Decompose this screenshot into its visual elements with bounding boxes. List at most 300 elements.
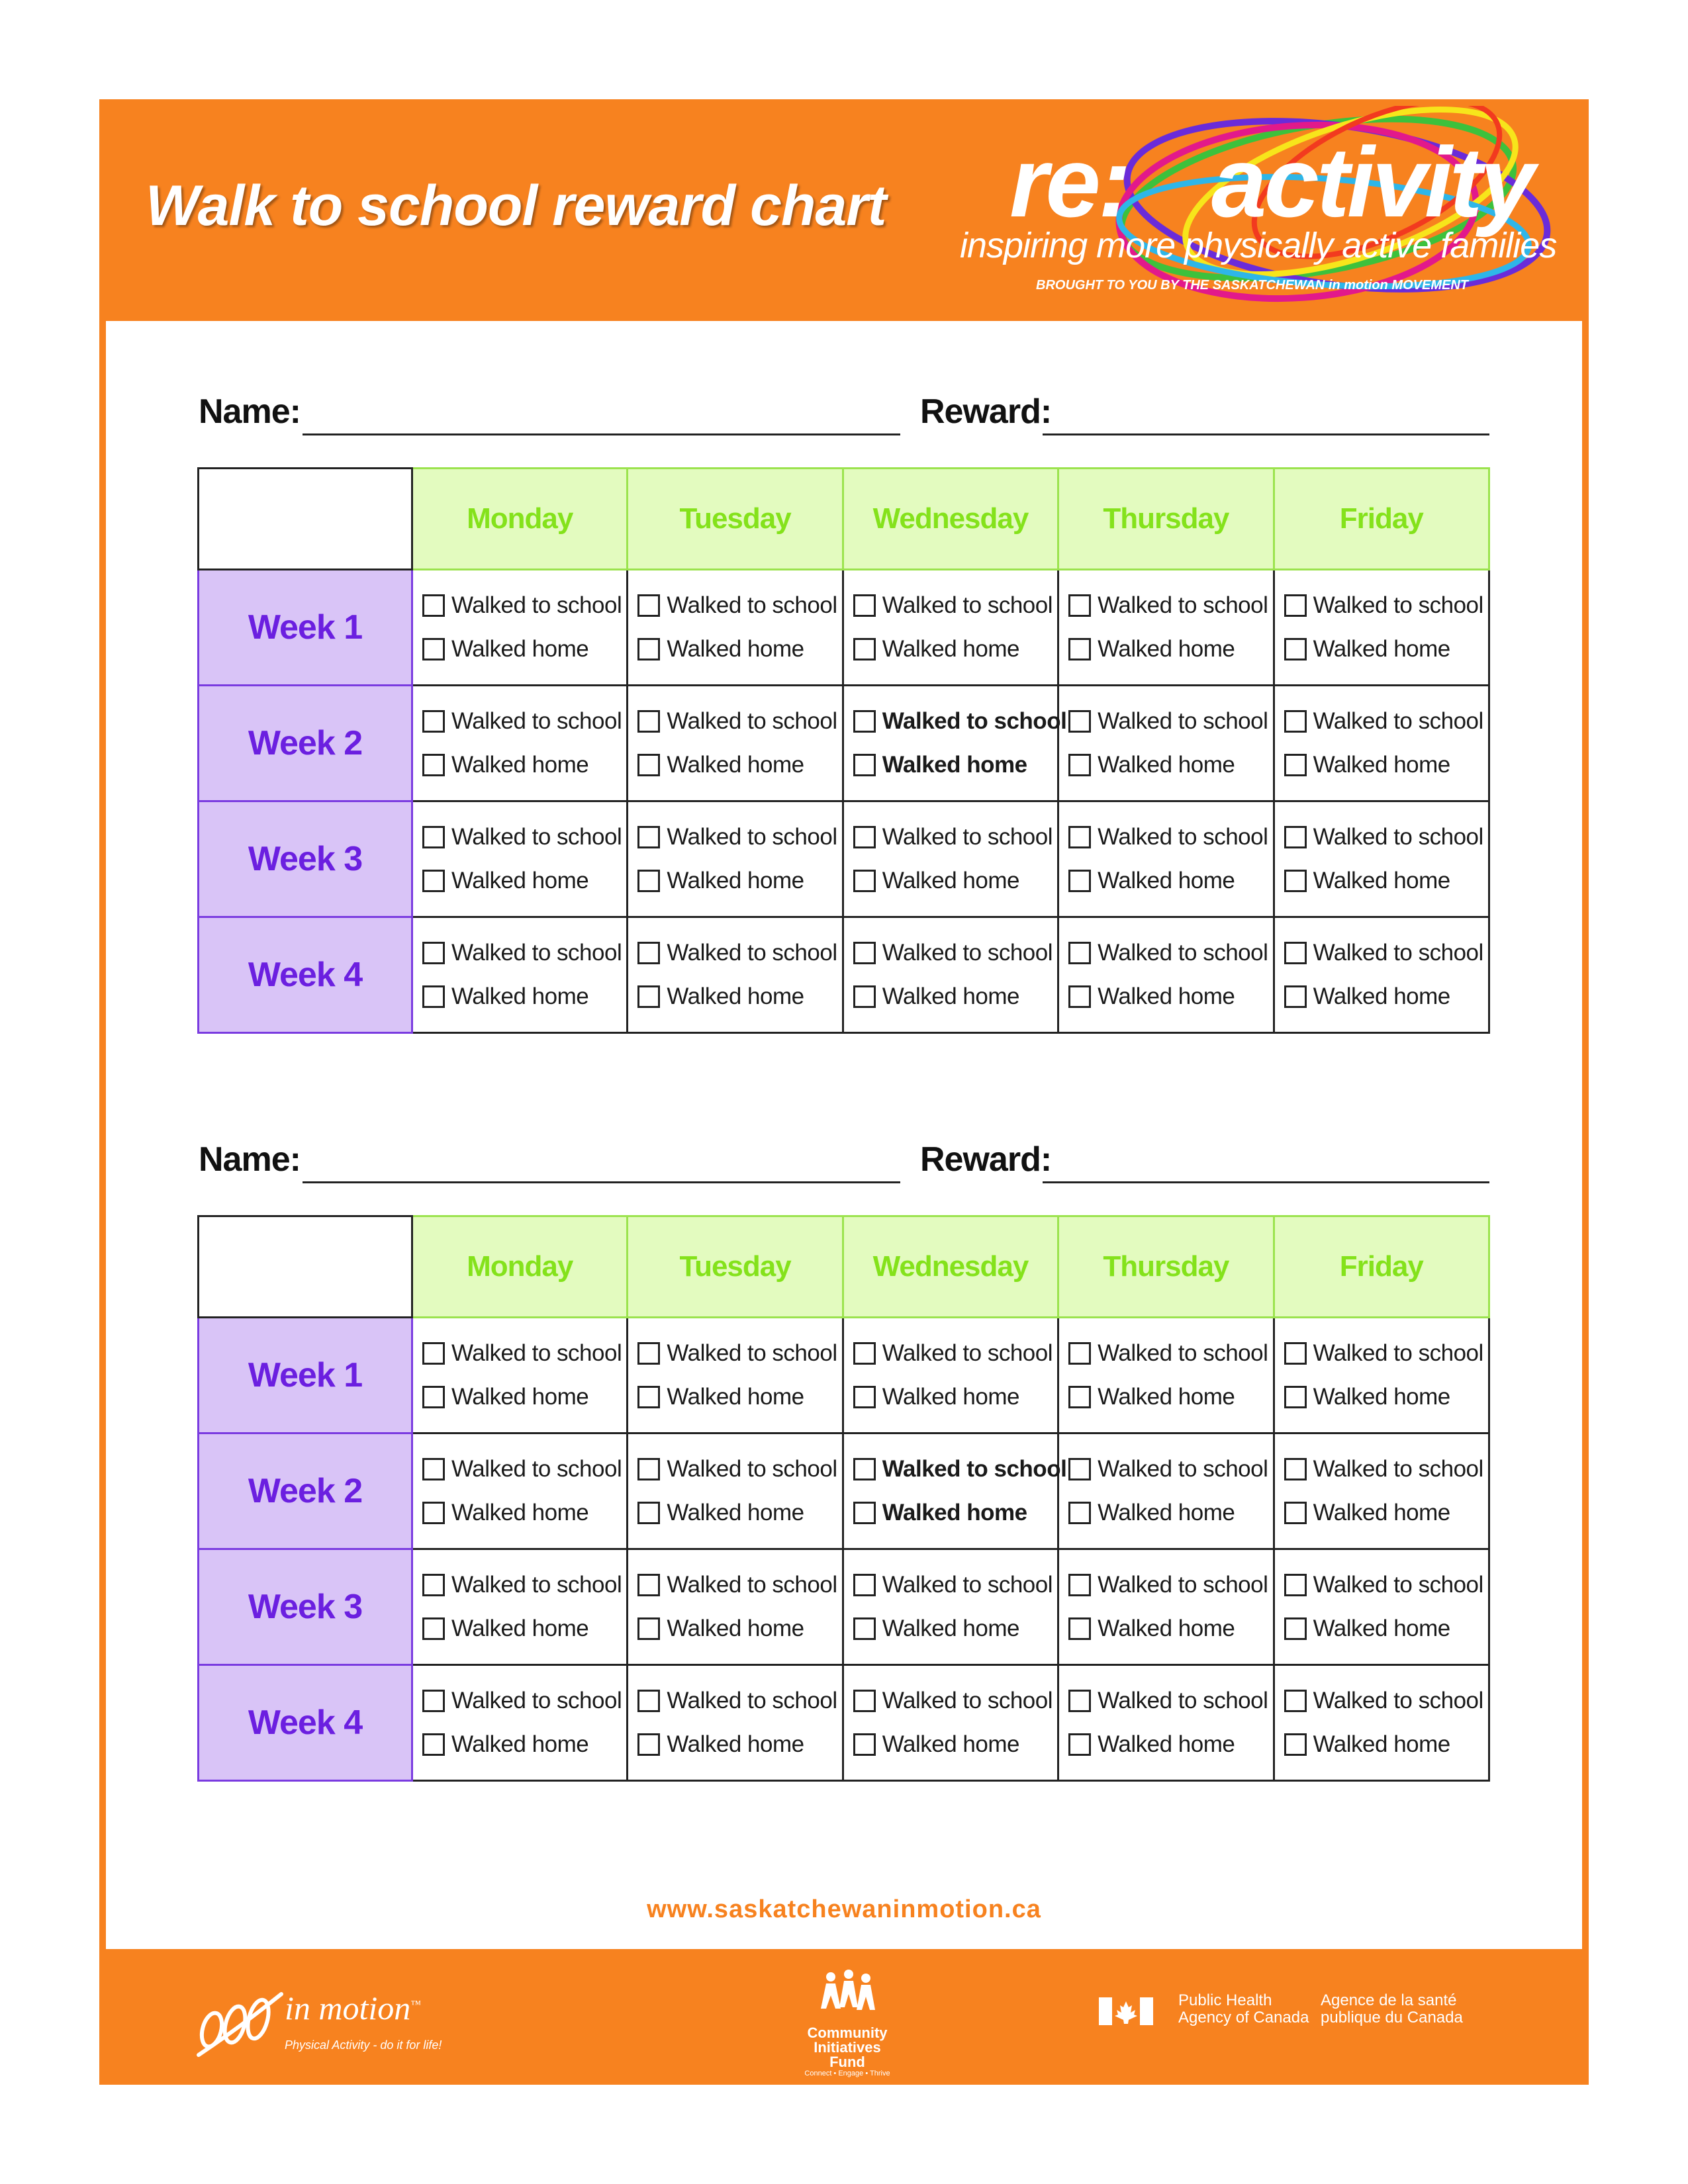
checkbox[interactable] — [1284, 870, 1307, 892]
checkbox[interactable] — [853, 942, 876, 964]
name-reward-row-2 — [199, 1140, 1489, 1193]
checkbox[interactable] — [1284, 1617, 1307, 1640]
checkbox[interactable] — [1068, 1458, 1091, 1480]
checkbox[interactable] — [1284, 942, 1307, 964]
walked-to-school-option[interactable] — [1068, 1447, 1272, 1491]
walked-home-option[interactable] — [853, 627, 1057, 671]
walked-home-option[interactable] — [853, 743, 1057, 787]
walked-home-option[interactable] — [1068, 1723, 1272, 1766]
option-label: Walked to school — [451, 1456, 622, 1482]
day-header: Thursday — [1058, 1216, 1274, 1318]
day-cell — [1274, 686, 1489, 801]
checkbox[interactable] — [637, 942, 660, 964]
option-label: Walked home — [1098, 752, 1235, 778]
option-label: Walked to school — [882, 1340, 1053, 1366]
option-label: Walked home — [667, 1384, 804, 1410]
walked-to-school-option[interactable] — [1284, 815, 1488, 859]
checkbox[interactable] — [1068, 870, 1091, 892]
option-label: Walked to school — [1098, 1688, 1268, 1713]
option-label: Walked home — [882, 868, 1019, 893]
walked-to-school-option[interactable] — [637, 584, 841, 627]
checkbox[interactable] — [853, 826, 876, 848]
day-cell — [1058, 801, 1274, 917]
option-label: Walked home — [882, 1500, 1027, 1525]
checkbox[interactable] — [1284, 1502, 1307, 1524]
option-label: Walked home — [1098, 983, 1235, 1009]
checkbox[interactable] — [853, 710, 876, 733]
corner-cell — [199, 1216, 412, 1318]
checkbox[interactable] — [1284, 985, 1307, 1008]
day-header: Wednesday — [843, 469, 1058, 570]
reward-chart-2 — [197, 1215, 1490, 1782]
checkbox[interactable] — [422, 942, 445, 964]
checkbox[interactable] — [853, 1574, 876, 1596]
option-label: Walked to school — [1098, 1572, 1268, 1598]
logo-brought-by: BROUGHT TO YOU BY THE SASKATCHEWAN in motion MOVEMENT — [1036, 278, 1468, 293]
walked-to-school-option[interactable] — [1068, 584, 1272, 627]
option-label: Walked to school — [1313, 1340, 1483, 1366]
walked-home-option[interactable] — [1068, 859, 1272, 903]
public-health-agency-logo — [1099, 1992, 1496, 2045]
day-cell — [412, 801, 628, 917]
walked-home-option[interactable] — [1284, 627, 1488, 671]
checkbox[interactable] — [422, 1574, 445, 1596]
checkbox[interactable] — [853, 985, 876, 1008]
walked-to-school-option[interactable] — [1068, 931, 1272, 975]
option-label: Walked home — [882, 983, 1019, 1009]
day-header: Monday — [412, 469, 628, 570]
walked-to-school-option[interactable] — [637, 931, 841, 975]
walked-home-option[interactable] — [1068, 1491, 1272, 1535]
day-header: Friday — [1274, 1216, 1489, 1318]
day-header: Thursday — [1058, 469, 1274, 570]
checkbox[interactable] — [1068, 594, 1091, 617]
day-cell — [1058, 1549, 1274, 1665]
walked-home-option[interactable] — [422, 1375, 626, 1419]
checkbox[interactable] — [637, 1386, 660, 1408]
walked-to-school-option[interactable] — [853, 931, 1057, 975]
walked-home-option[interactable] — [422, 975, 626, 1019]
walked-to-school-option[interactable] — [853, 584, 1057, 627]
checkbox[interactable] — [1284, 1458, 1307, 1480]
option-label: Walked to school — [667, 1572, 837, 1598]
checkbox[interactable] — [637, 1574, 660, 1596]
checkbox[interactable] — [853, 754, 876, 776]
option-label: Walked home — [1098, 1615, 1235, 1641]
week-row — [199, 1318, 1489, 1433]
checkbox[interactable] — [853, 1386, 876, 1408]
option-label: Walked home — [1098, 636, 1235, 662]
reward-label: Reward: — [920, 392, 1052, 431]
phac-french: Agence de la santé publique du Canada — [1321, 1991, 1463, 2026]
day-cell — [1274, 917, 1489, 1033]
walked-to-school-option[interactable] — [1068, 1563, 1272, 1607]
walked-to-school-option[interactable] — [422, 1563, 626, 1607]
checkbox[interactable] — [422, 1458, 445, 1480]
walked-to-school-option[interactable] — [422, 815, 626, 859]
name-field[interactable] — [303, 433, 900, 435]
option-label: Walked home — [451, 1500, 589, 1525]
option-label: Walked to school — [451, 708, 622, 734]
day-cell — [843, 1549, 1058, 1665]
walked-to-school-option[interactable] — [1284, 700, 1488, 743]
week-label: Week 1 — [199, 570, 412, 686]
checkbox[interactable] — [1068, 1502, 1091, 1524]
canada-flag-icon — [1099, 1997, 1153, 2025]
walked-to-school-option[interactable] — [637, 1679, 841, 1723]
reward-field[interactable] — [1043, 1181, 1489, 1183]
option-label: Walked to school — [882, 1456, 1067, 1482]
checkbox[interactable] — [422, 870, 445, 892]
checkbox[interactable] — [637, 1617, 660, 1640]
day-cell — [843, 1318, 1058, 1433]
option-label: Walked to school — [451, 592, 622, 618]
walked-to-school-option[interactable] — [422, 1447, 626, 1491]
day-cell — [628, 570, 843, 686]
option-label: Walked to school — [667, 1340, 837, 1366]
walked-to-school-option[interactable] — [637, 1332, 841, 1375]
walked-home-option[interactable] — [1068, 1607, 1272, 1651]
walked-to-school-option[interactable] — [1068, 1679, 1272, 1723]
day-cell — [412, 1549, 628, 1665]
walked-home-option[interactable] — [422, 1723, 626, 1766]
option-label: Walked home — [882, 752, 1027, 778]
checkbox[interactable] — [1068, 754, 1091, 776]
checkbox[interactable] — [422, 1386, 445, 1408]
walked-home-option[interactable] — [1284, 743, 1488, 787]
website-link[interactable]: www.saskatchewaninmotion.ca — [647, 1895, 1041, 1923]
option-label: Walked home — [451, 1615, 589, 1641]
day-cell — [412, 1665, 628, 1781]
checkbox[interactable] — [422, 594, 445, 617]
checkbox[interactable] — [637, 1733, 660, 1756]
day-cell — [412, 570, 628, 686]
walked-home-option[interactable] — [422, 859, 626, 903]
option-label: Walked to school — [1098, 592, 1268, 618]
checkbox[interactable] — [422, 638, 445, 660]
option-label: Walked home — [1313, 1615, 1450, 1641]
option-label: Walked home — [451, 752, 589, 778]
walked-home-option[interactable] — [853, 859, 1057, 903]
walked-to-school-option[interactable] — [422, 1679, 626, 1723]
option-label: Walked home — [1098, 1500, 1235, 1525]
checkbox[interactable] — [422, 1690, 445, 1712]
reward-label: Reward: — [920, 1140, 1052, 1179]
day-header-row — [199, 469, 1489, 570]
day-cell — [843, 570, 1058, 686]
day-cell — [1058, 917, 1274, 1033]
option-label: Walked to school — [882, 824, 1053, 850]
checkbox[interactable] — [1284, 1386, 1307, 1408]
checkbox[interactable] — [853, 1342, 876, 1365]
walked-home-option[interactable] — [853, 975, 1057, 1019]
checkbox[interactable] — [1284, 1342, 1307, 1365]
option-label: Walked to school — [1313, 824, 1483, 850]
checkbox[interactable] — [853, 870, 876, 892]
walked-home-option[interactable] — [1068, 627, 1272, 671]
checkbox[interactable] — [1284, 638, 1307, 660]
checkbox[interactable] — [637, 1458, 660, 1480]
checkbox[interactable] — [1284, 826, 1307, 848]
checkbox[interactable] — [637, 826, 660, 848]
day-cell — [412, 1318, 628, 1433]
checkbox[interactable] — [637, 870, 660, 892]
walked-home-option[interactable] — [637, 1491, 841, 1535]
option-label: Walked to school — [451, 1688, 622, 1713]
walked-to-school-option[interactable] — [1284, 931, 1488, 975]
walked-home-option[interactable] — [422, 743, 626, 787]
walked-home-option[interactable] — [1284, 1723, 1488, 1766]
checkbox[interactable] — [637, 985, 660, 1008]
option-label: Walked to school — [882, 708, 1067, 734]
walked-to-school-option[interactable] — [637, 815, 841, 859]
option-label: Walked home — [1313, 636, 1450, 662]
week-row — [199, 917, 1489, 1033]
option-label: Walked home — [1098, 1384, 1235, 1410]
walked-home-option[interactable] — [1284, 859, 1488, 903]
option-label: Walked home — [1313, 1731, 1450, 1757]
day-header: Tuesday — [628, 1216, 843, 1318]
day-cell — [628, 801, 843, 917]
walked-home-option[interactable] — [1284, 975, 1488, 1019]
walked-home-option[interactable] — [637, 975, 841, 1019]
walked-home-option[interactable] — [1284, 1491, 1488, 1535]
checkbox[interactable] — [1068, 1386, 1091, 1408]
day-cell — [628, 1665, 843, 1781]
walked-home-option[interactable] — [637, 743, 841, 787]
checkbox[interactable] — [1068, 1690, 1091, 1712]
checkbox[interactable] — [637, 594, 660, 617]
day-cell — [412, 686, 628, 801]
checkbox[interactable] — [1284, 594, 1307, 617]
day-cell — [1274, 1665, 1489, 1781]
option-label: Walked home — [451, 868, 589, 893]
walked-to-school-option[interactable] — [853, 1563, 1057, 1607]
walked-to-school-option[interactable] — [422, 700, 626, 743]
option-label: Walked home — [1313, 868, 1450, 893]
reactivity-logo — [947, 106, 1582, 318]
checkbox[interactable] — [637, 710, 660, 733]
checkbox[interactable] — [853, 594, 876, 617]
day-cell — [628, 1318, 843, 1433]
week-row — [199, 1549, 1489, 1665]
walked-to-school-option[interactable] — [853, 815, 1057, 859]
option-label: Walked home — [1098, 868, 1235, 893]
option-label: Walked to school — [1098, 940, 1268, 966]
day-cell — [412, 917, 628, 1033]
checkbox[interactable] — [853, 1458, 876, 1480]
day-header: Wednesday — [843, 1216, 1058, 1318]
name-label: Name: — [199, 392, 301, 431]
logo-tagline: inspiring more physically active families — [960, 226, 1557, 265]
option-label: Walked to school — [667, 708, 837, 734]
day-cell — [843, 686, 1067, 801]
walked-to-school-option[interactable] — [853, 700, 1067, 743]
day-cell — [628, 1433, 843, 1549]
walked-to-school-option[interactable] — [853, 1332, 1057, 1375]
day-cell — [843, 801, 1058, 917]
checkbox[interactable] — [1068, 710, 1091, 733]
reward-field[interactable] — [1043, 433, 1489, 435]
walked-home-option[interactable] — [1068, 743, 1272, 787]
day-cell — [843, 1665, 1058, 1781]
checkbox[interactable] — [1068, 1574, 1091, 1596]
people-figures-icon — [814, 1969, 880, 2022]
option-label: Walked to school — [667, 824, 837, 850]
walked-to-school-option[interactable] — [422, 1332, 626, 1375]
checkbox[interactable] — [853, 1690, 876, 1712]
walked-home-option[interactable] — [853, 1607, 1057, 1651]
option-label: Walked home — [1313, 1384, 1450, 1410]
week-label: Week 4 — [199, 917, 412, 1033]
checkbox[interactable] — [1068, 1733, 1091, 1756]
checkbox[interactable] — [637, 1502, 660, 1524]
checkbox[interactable] — [422, 826, 445, 848]
walked-to-school-option[interactable] — [422, 584, 626, 627]
walked-to-school-option[interactable] — [1068, 700, 1272, 743]
week-label: Week 2 — [199, 1433, 412, 1549]
option-label: Walked to school — [667, 1688, 837, 1713]
week-label: Week 3 — [199, 1549, 412, 1665]
walked-home-option[interactable] — [422, 1491, 626, 1535]
checkbox[interactable] — [1068, 1617, 1091, 1640]
week-row — [199, 1433, 1489, 1549]
checkbox[interactable] — [637, 1342, 660, 1365]
walked-home-option[interactable] — [1284, 1607, 1488, 1651]
checkbox[interactable] — [853, 638, 876, 660]
logo-activity-text: activity — [1211, 126, 1532, 238]
walked-to-school-option[interactable] — [1284, 584, 1488, 627]
inmotion-tagline: Physical Activity - do it for life! — [285, 2038, 442, 2052]
option-label: Walked to school — [1098, 708, 1268, 734]
option-label: Walked to school — [1098, 1456, 1268, 1482]
week-label: Week 1 — [199, 1318, 412, 1433]
checkbox[interactable] — [422, 1502, 445, 1524]
inmotion-figures-icon — [192, 1982, 285, 2062]
option-label: Walked to school — [1313, 592, 1483, 618]
checkbox[interactable] — [637, 1690, 660, 1712]
walked-to-school-option[interactable] — [1284, 1447, 1488, 1491]
checkbox[interactable] — [1068, 638, 1091, 660]
name-label: Name: — [199, 1140, 301, 1179]
checkbox[interactable] — [1068, 985, 1091, 1008]
walked-home-option[interactable] — [1284, 1375, 1488, 1419]
option-label: Walked home — [882, 1615, 1019, 1641]
walked-home-option[interactable] — [853, 1723, 1057, 1766]
walked-to-school-option[interactable] — [637, 1563, 841, 1607]
day-cell — [1274, 1433, 1489, 1549]
checkbox[interactable] — [422, 754, 445, 776]
checkbox[interactable] — [1068, 942, 1091, 964]
checkbox[interactable] — [1068, 1342, 1091, 1365]
option-label: Walked to school — [1313, 1572, 1483, 1598]
option-label: Walked to school — [451, 1572, 622, 1598]
walked-home-option[interactable] — [422, 627, 626, 671]
option-label: Walked to school — [667, 1456, 837, 1482]
walked-home-option[interactable] — [1068, 1375, 1272, 1419]
day-cell — [1058, 570, 1274, 686]
walked-to-school-option[interactable] — [637, 1447, 841, 1491]
walked-home-option[interactable] — [637, 627, 841, 671]
day-header-row — [199, 1216, 1489, 1318]
walked-home-option[interactable] — [637, 1607, 841, 1651]
day-cell — [843, 1433, 1067, 1549]
day-cell — [1058, 1318, 1274, 1433]
option-label: Walked to school — [1313, 1456, 1483, 1482]
day-cell — [1058, 1433, 1274, 1549]
checkbox[interactable] — [1284, 1690, 1307, 1712]
walked-home-option[interactable] — [853, 1491, 1057, 1535]
checkbox[interactable] — [422, 1617, 445, 1640]
checkbox[interactable] — [1068, 826, 1091, 848]
checkbox[interactable] — [853, 1502, 876, 1524]
checkbox[interactable] — [422, 710, 445, 733]
checkbox[interactable] — [422, 1733, 445, 1756]
option-label: Walked home — [667, 752, 804, 778]
walked-to-school-option[interactable] — [422, 931, 626, 975]
walked-home-option[interactable] — [637, 1723, 841, 1766]
walked-to-school-option[interactable] — [1068, 815, 1272, 859]
walked-home-option[interactable] — [1068, 975, 1272, 1019]
walked-to-school-option[interactable] — [1284, 1332, 1488, 1375]
day-cell — [1274, 570, 1489, 686]
walked-to-school-option[interactable] — [1068, 1332, 1272, 1375]
day-cell — [628, 686, 843, 801]
walked-home-option[interactable] — [422, 1607, 626, 1651]
option-label: Walked home — [667, 1615, 804, 1641]
checkbox[interactable] — [853, 1733, 876, 1756]
logo-re-text: re: — [1009, 126, 1129, 238]
option-label: Walked home — [882, 636, 1019, 662]
checkbox[interactable] — [637, 754, 660, 776]
checkbox[interactable] — [1284, 754, 1307, 776]
option-label: Walked to school — [451, 1340, 622, 1366]
walked-home-option[interactable] — [853, 1375, 1057, 1419]
walked-to-school-option[interactable] — [1284, 1563, 1488, 1607]
day-cell — [1274, 1318, 1489, 1433]
checkbox[interactable] — [637, 638, 660, 660]
name-field[interactable] — [303, 1181, 900, 1183]
option-label: Walked home — [1313, 983, 1450, 1009]
week-label: Week 4 — [199, 1665, 412, 1781]
walked-home-option[interactable] — [637, 859, 841, 903]
walked-home-option[interactable] — [637, 1375, 841, 1419]
checkbox[interactable] — [422, 985, 445, 1008]
walked-to-school-option[interactable] — [637, 700, 841, 743]
checkbox[interactable] — [1284, 1574, 1307, 1596]
checkbox[interactable] — [1284, 1733, 1307, 1756]
checkbox[interactable] — [853, 1617, 876, 1640]
option-label: Walked to school — [882, 940, 1053, 966]
option-label: Walked home — [1098, 1731, 1235, 1757]
walked-to-school-option[interactable] — [1284, 1679, 1488, 1723]
option-label: Walked to school — [1313, 1688, 1483, 1713]
day-cell — [1274, 801, 1489, 917]
option-label: Walked to school — [1313, 940, 1483, 966]
walked-to-school-option[interactable] — [853, 1679, 1057, 1723]
day-cell — [1274, 1549, 1489, 1665]
reward-chart-1 — [197, 467, 1490, 1034]
walked-to-school-option[interactable] — [853, 1447, 1067, 1491]
day-header: Tuesday — [628, 469, 843, 570]
week-row — [199, 1665, 1489, 1781]
option-label: Walked home — [667, 636, 804, 662]
week-label: Week 3 — [199, 801, 412, 917]
week-row — [199, 801, 1489, 917]
checkbox[interactable] — [422, 1342, 445, 1365]
option-label: Walked to school — [882, 1572, 1053, 1598]
checkbox[interactable] — [1284, 710, 1307, 733]
